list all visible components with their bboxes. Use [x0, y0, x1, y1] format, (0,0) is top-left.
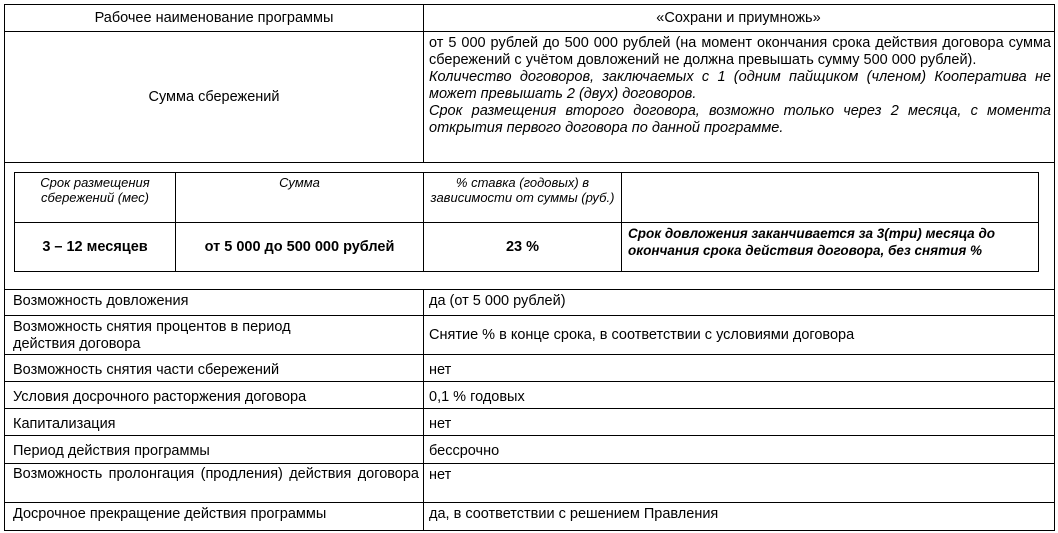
rate-percent-value: 23 %	[505, 238, 540, 255]
condition-label-early-termination: Условия досрочного расторжения договора	[13, 389, 307, 405]
condition-value-interest-withdrawal: Снятие % в конце срока, в соответствии с условиями договора	[429, 326, 855, 343]
condition-label-program-termination: Досрочное прекращение действия программы	[13, 506, 327, 522]
savings-value-cell	[429, 35, 1051, 163]
header-left-cell	[5, 5, 423, 31]
condition-value-prolongation: нет	[429, 467, 452, 483]
savings-label: Сумма сбережений	[148, 88, 280, 105]
savings-label-cell	[5, 32, 423, 162]
condition-label-interest-withdrawal: Возможность снятия процентов в период действия договора	[13, 319, 291, 352]
rate-note-value: Срок довложения заканчивается за 3(три) месяца до окончания срока действия договора, без снятия %	[628, 226, 996, 258]
header-right-cell	[423, 5, 1054, 31]
rate-table	[14, 172, 1039, 272]
rate-header-note	[622, 175, 1038, 221]
savings-second-contract-text: Срок размещения второго договора, возможно только через 2 месяца, с момента открытия первого договора по данной программе.	[429, 103, 1051, 136]
rate-header-percent: % ставка (годовых) в зависимости от суммы (руб.)	[430, 175, 615, 205]
savings-contract-limit-text: Количество договоров, заключаемых с 1 (одним пайщиком (членом) Кооператива не может превышать 2 (двух) договоров.	[429, 69, 1051, 102]
condition-label-prolongation-text: Возможность пролонгация (продления) действия договора	[13, 466, 419, 482]
condition-label-partial-withdrawal: Возможность снятия части сбережений	[13, 362, 280, 378]
condition-label-prolongation	[13, 466, 419, 483]
rate-term-value: 3 – 12 месяцев	[42, 238, 148, 255]
condition-value-top-up: да (от 5 000 рублей)	[429, 293, 566, 309]
rate-amount-value: от 5 000 до 500 000 рублей	[204, 238, 395, 255]
program-name-value: «Сохрани и приумножь»	[656, 9, 821, 26]
condition-value-partial-withdrawal: нет	[429, 362, 452, 378]
condition-label-program-period: Период действия программы	[13, 443, 210, 459]
rate-header-term: Срок размещения сбережений (мес)	[40, 175, 150, 205]
condition-label-capitalization: Капитализация	[13, 416, 116, 432]
program-terms-document	[4, 4, 1055, 531]
condition-value-early-termination: 0,1 % годовых	[429, 389, 525, 405]
condition-value-program-period: бессрочно	[429, 443, 500, 459]
condition-value-capitalization: нет	[429, 416, 452, 432]
condition-label-top-up: Возможность довложения	[13, 293, 189, 309]
program-name-label: Рабочее наименование программы	[94, 9, 334, 26]
rate-header-amount: Сумма	[279, 175, 320, 190]
condition-value-program-termination: да, в соответствии с решением Правления	[429, 506, 719, 522]
savings-amount-text: от 5 000 рублей до 500 000 рублей (на момент окончания срока действия договора сумма сбережений с учётом довложений не должна превышать сумму 500 000 рублей).	[429, 35, 1051, 68]
